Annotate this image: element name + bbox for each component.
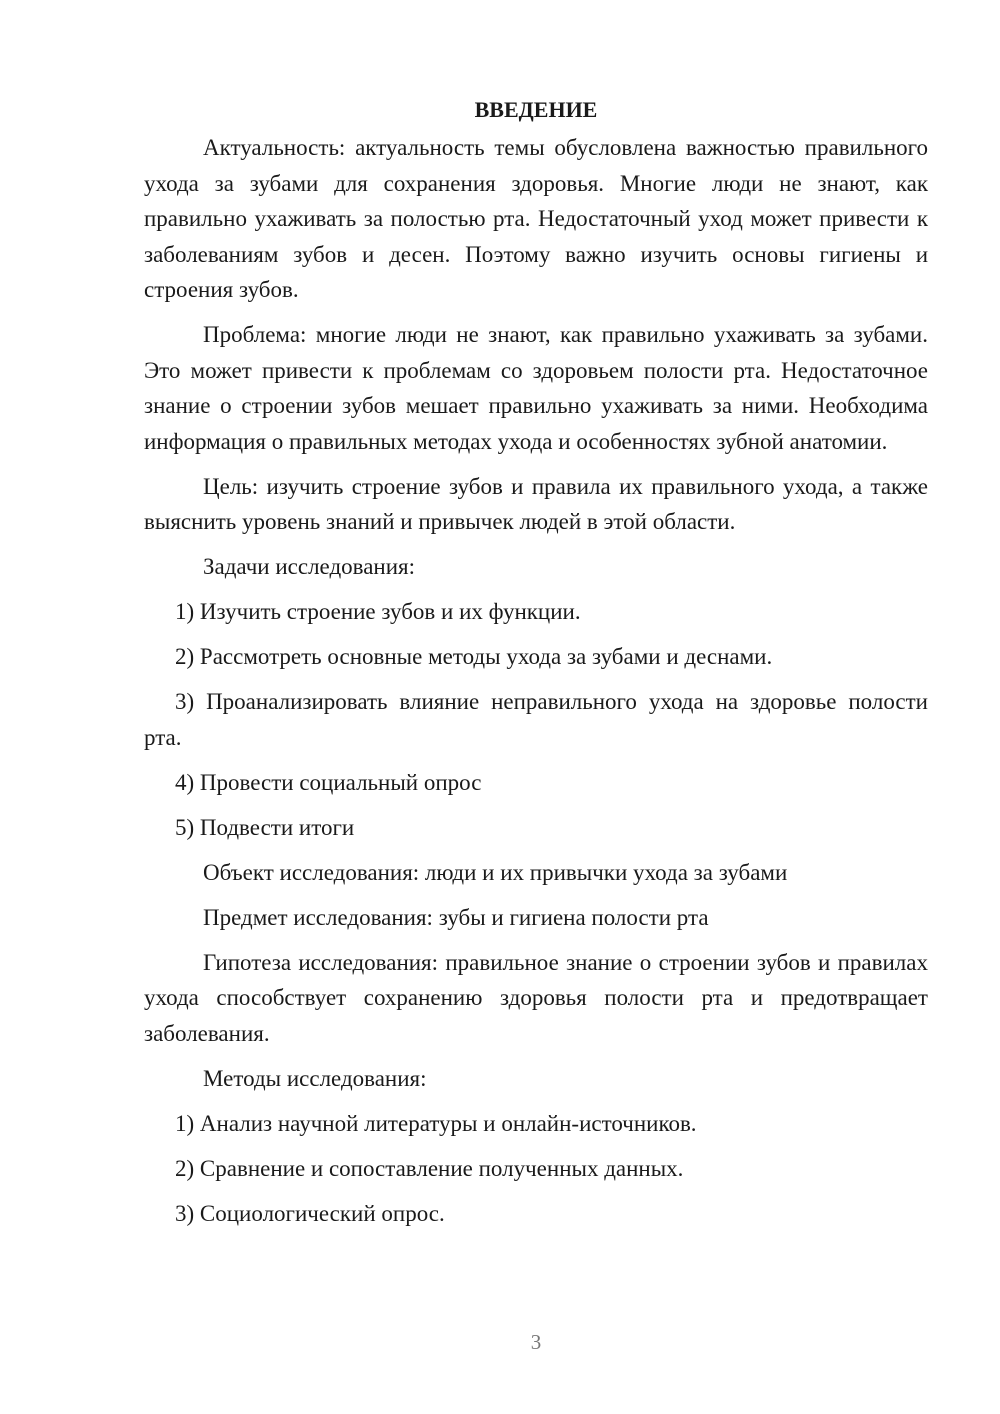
- task-item: 3) Проанализировать влияние неправильного ухода на здоровье полости рта.: [144, 689, 928, 750]
- task-item: 2) Рассмотреть основные методы ухода за зубами и деснами.: [175, 644, 773, 669]
- task-item: 4) Провести социальный опрос: [175, 769, 482, 795]
- subject-paragraph: Предмет исследования: зубы и гигиена полости рта: [203, 904, 709, 930]
- goal-paragraph: Цель: изучить строение зубов и правила их правильного ухода, а также выяснить уровень знаний и привычек людей в этой области.: [144, 473, 928, 534]
- object-paragraph: Объект исследования: люди и их привычки ухода за зубами: [203, 859, 788, 885]
- problem-paragraph: Проблема: многие люди не знают, как правильно ухаживать за зубами. Это может привести к проблемам со здоровьем полости рта. Недостаточное знание о строении зубов мешает правильно ухаживать за ними. Необходима информация о правильных методах ухода и особенностях зубной анатомии.: [144, 322, 928, 454]
- page-number: 3: [530, 1330, 542, 1354]
- method-item: 2) Сравнение и сопоставление полученных данных.: [175, 1155, 684, 1181]
- page-title: ВВЕДЕНИЕ: [474, 97, 598, 122]
- method-item: 3) Социологический опрос.: [175, 1200, 445, 1226]
- task-item: 5) Подвести итоги: [175, 814, 355, 840]
- hypothesis-paragraph: Гипотеза исследования: правильное знание о строении зубов и правилах ухода способствует сохранению здоровья полости рта и предотвращает заболевания.: [144, 949, 928, 1046]
- document-body: [144, 92, 928, 1241]
- tasks-heading: Задачи исследования:: [203, 554, 416, 579]
- task-item: 1) Изучить строение зубов и их функции.: [175, 599, 581, 624]
- relevance-paragraph: Актуальность: актуальность темы обусловлена важностью правильного ухода за зубами для сохранения здоровья. Многие люди не знают, как правильно ухаживать за полостью рта. Недостаточный уход может привести к заболеваниям зубов и десен. Поэтому важно изучить основы гигиены и строения зубов.: [144, 135, 928, 302]
- method-item: 1) Анализ научной литературы и онлайн-источников.: [175, 1110, 697, 1136]
- methods-heading: Методы исследования:: [203, 1065, 427, 1091]
